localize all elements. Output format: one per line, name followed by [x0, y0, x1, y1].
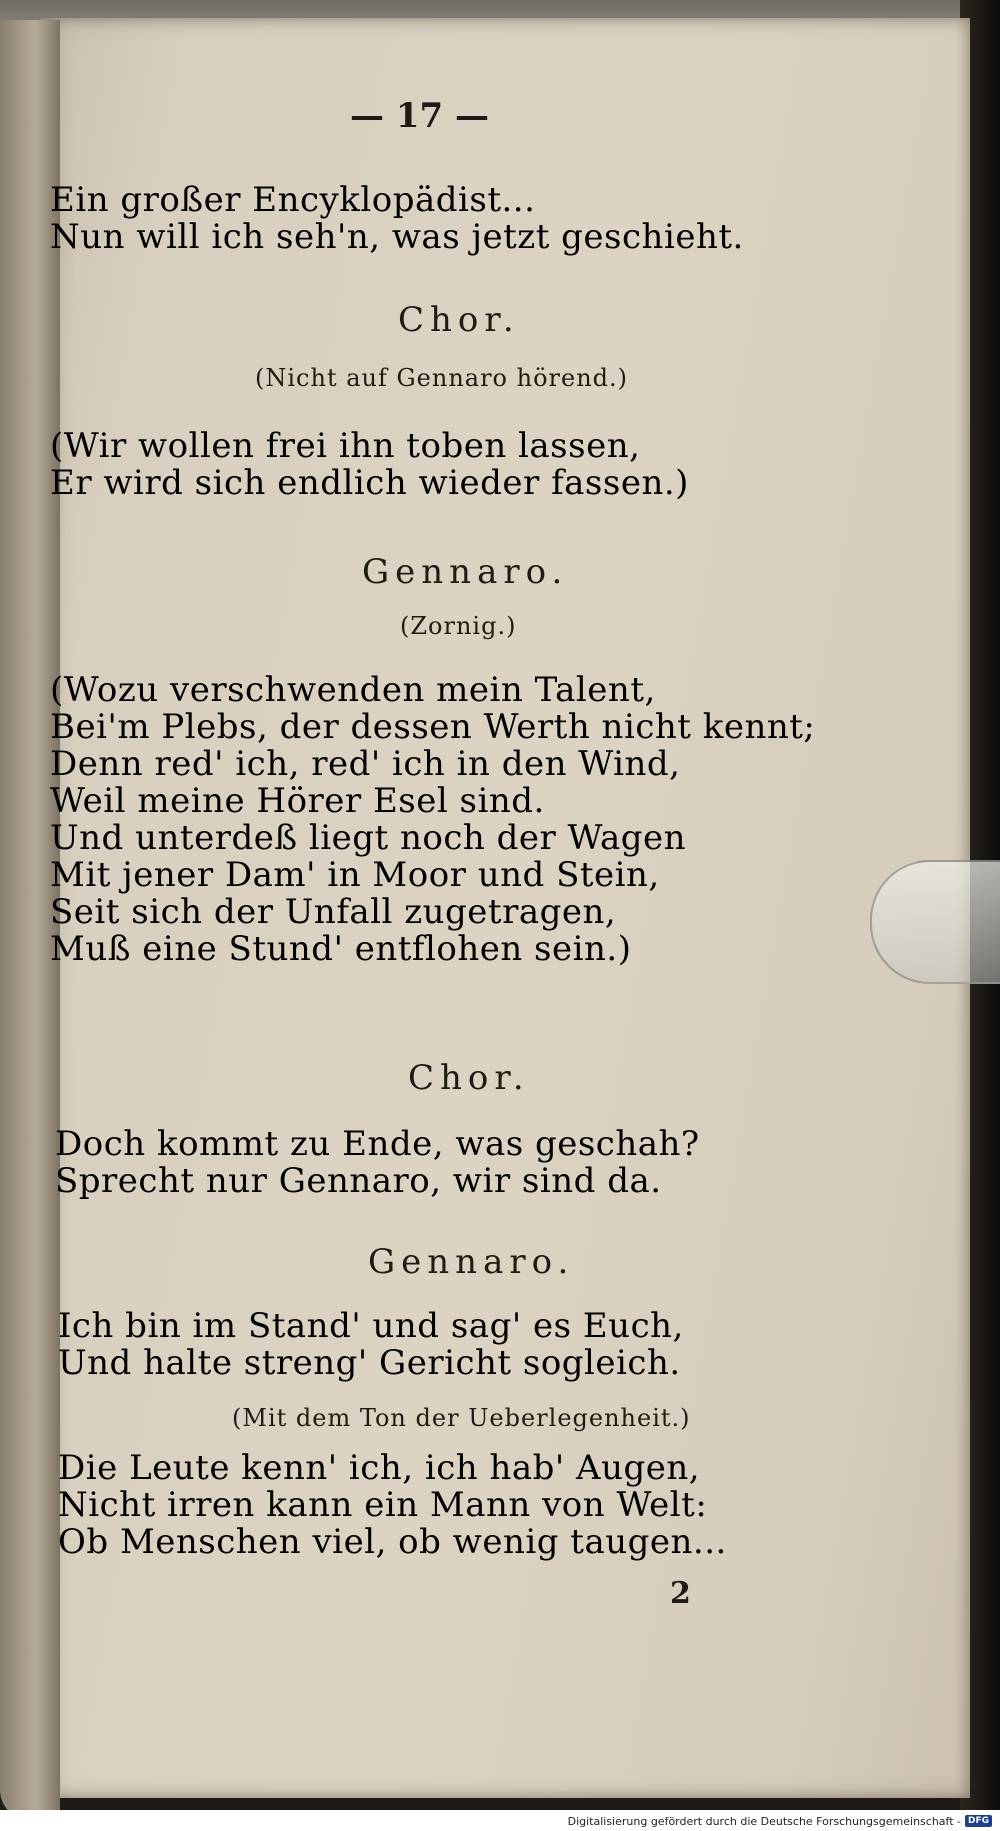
stage-direction: (Zornig.) — [400, 612, 517, 640]
text-line: Denn red' ich, red' ich in den Wind, — [50, 744, 681, 784]
stage-direction: (Mit dem Ton der Ueberlegenheit.) — [232, 1404, 691, 1432]
text-line: Und unterdeß liegt noch der Wagen — [50, 818, 687, 858]
text-line: Muß eine Stund' entflohen sein.) — [50, 929, 632, 969]
verse-block — [58, 1450, 727, 1561]
verse-block — [50, 428, 689, 502]
text-line: Die Leute kenn' ich, ich hab' Augen, — [58, 1448, 701, 1488]
speaker-label: Gennaro. — [368, 1242, 575, 1282]
speaker-label: Gennaro. — [362, 552, 569, 592]
text-line: (Wir wollen frei ihn toben lassen, — [50, 426, 641, 466]
text-line: Und halte streng' Gericht sogleich. — [58, 1343, 681, 1383]
dfg-logo-icon[interactable]: DFG — [965, 1815, 992, 1827]
text-line: Sprecht nur Gennaro, wir sind da. — [55, 1161, 662, 1201]
stage-direction: (Nicht auf Gennaro hörend.) — [255, 364, 629, 392]
text-line: Doch kommt zu Ende, was geschah? — [55, 1124, 700, 1164]
text-line: Seit sich der Unfall zugetragen, — [50, 892, 617, 932]
footer — [568, 1812, 992, 1830]
speaker-label: Chor. — [408, 1058, 530, 1098]
text-line: Bei'm Plebs, der dessen Werth nicht kennt; — [50, 707, 816, 747]
verse-block — [55, 1126, 700, 1200]
page-number: — 17 — — [350, 96, 489, 136]
text-line: Nun will ich seh'n, was jetzt geschieht. — [50, 217, 744, 257]
page-clip — [870, 860, 1000, 984]
text-line: Nicht irren kann ein Mann von Welt: — [58, 1485, 708, 1525]
text-line: Ein großer Encyklopädist... — [50, 180, 536, 220]
text-line: Ich bin im Stand' und sag' es Euch, — [58, 1306, 684, 1346]
text-line: Er wird sich endlich wieder fassen.) — [50, 463, 689, 503]
speaker-label: Chor. — [398, 300, 520, 340]
text-line: Mit jener Dam' in Moor und Stein, — [50, 855, 660, 895]
text-line: Ob Menschen viel, ob wenig taugen... — [58, 1522, 727, 1562]
text-line: (Wozu verschwenden mein Talent, — [50, 670, 656, 710]
verse-block — [50, 672, 815, 968]
signature-mark: 2 — [670, 1576, 691, 1611]
footer-text: Digitalisierung gefördert durch die Deutsche Forschungsgemeinschaft - — [567, 1814, 961, 1828]
verse-top — [50, 182, 744, 256]
verse-block — [58, 1308, 684, 1382]
text-line: Weil meine Hörer Esel sind. — [50, 781, 545, 821]
